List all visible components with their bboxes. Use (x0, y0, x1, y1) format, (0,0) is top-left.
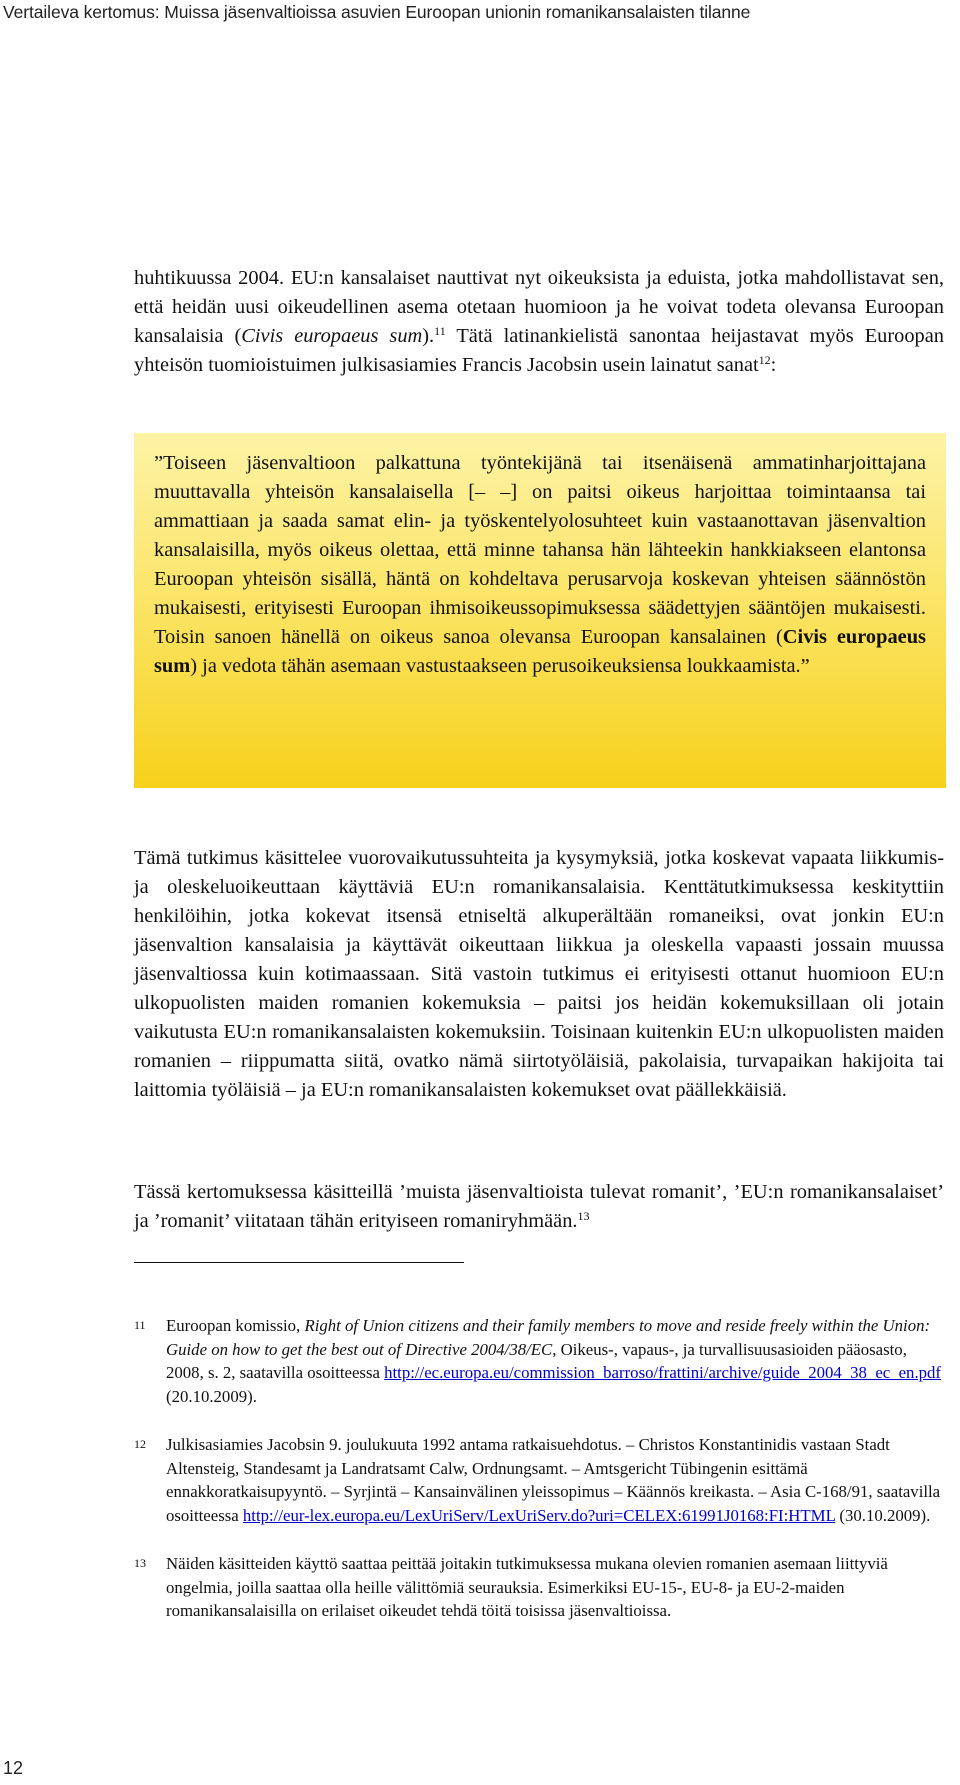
para3-text: Tässä kertomuksessa käsitteillä ’muista jäsenvaltioista tulevat romanit’, ’EU:n romanikansalaiset’ ja ’romanit’ viitataan tähän erityiseen romaniryhmään. (134, 1181, 944, 1232)
fn11-italic-title: Right of Union citizens and their family members to move and reside freely within the Union: Guide on how to get the best out of Directive 2004/38/EC (166, 1316, 931, 1359)
footnote-text: Näiden käsitteiden käyttö saattaa peittää joitakin tutkimuksessa mukana olevien romanien asemaan liittyviä ongelmia, joilla saattaa olla heille välittömiä seurauksia. Esimerkiksi EU-15-, EU-8- ja EU-2-maiden romanikansalaisilla on erilaiset oikeudet tehdä töitä toisissa jäsenvaltioissa. (166, 1554, 888, 1620)
footnote-ref-13[interactable]: 13 (577, 1209, 590, 1223)
body-paragraph-1 (134, 264, 944, 380)
para1-text-c: Tätä latinankielistä sanontaa heijastavat myös Euroopan yhteisön tuomioistuimen julkisasiamies Francis Jacobsin usein lainatut sanat (134, 325, 944, 376)
para1-text-b: ). (422, 325, 435, 347)
footnote-text (166, 1314, 944, 1408)
quote-text-b: ) ja vedota tähän asemaan vastustaakseen perusoikeuksiensa loukkaamista.” (190, 655, 810, 677)
fn11-text-c: (20.10.2009). (166, 1386, 257, 1406)
quote-box (134, 433, 946, 788)
footnote-11 (134, 1314, 944, 1408)
quote-bold-phrase: Civis europaeus sum (154, 626, 926, 677)
footnote-text (166, 1433, 944, 1527)
footnote-ref-12[interactable]: 12 (758, 353, 771, 367)
para1-text-a: huhtikuussa 2004. EU:n kansalaiset nauttivat nyt oikeuksista ja eduista, jotka mahdollistavat sen, että heidän uusi oikeudellinen asema otetaan huomioon ja he voivat todeta olevansa Euroopan kansalaisia ( (134, 267, 944, 347)
fn12-text-b: (30.10.2009). (835, 1505, 931, 1525)
footnote-number: 12 (134, 1437, 146, 1451)
para1-text-d: : (770, 354, 777, 376)
fn12-link[interactable]: http://eur-lex.europa.eu/LexUriServ/LexUriServ.do?uri=CELEX:61991J0168:FI:HTML (242, 1505, 836, 1525)
fn11-text-b: , Oikeus-, vapaus-, ja turvallisuusasioiden pääosasto, 2008, s. 2, saatavilla osoitteessa (166, 1339, 907, 1382)
fn11-text-a: Euroopan komissio, (166, 1316, 305, 1335)
running-header: Vertaileva kertomus: Muissa jäsenvaltioissa asuvien Euroopan unionin romanikansalaisten tilanne (3, 2, 751, 22)
fn11-link[interactable]: http://ec.europa.eu/commission_barroso/frattini/archive/guide_2004_38_ec_en.pdf (384, 1363, 942, 1382)
page-number: 12 (3, 1758, 24, 1778)
footnote-number: 13 (134, 1556, 146, 1570)
footnote-separator (134, 1262, 464, 1263)
footnote-ref-11[interactable]: 11 (434, 324, 446, 338)
footnote-number: 11 (134, 1318, 146, 1332)
quote-text-a: ”Toiseen jäsenvaltioon palkattuna työntekijänä tai itsenäisenä ammatinharjoittajana muuttavalla yhteisön kansalaisella [– –] on paitsi oikeus harjoittaa toimintaansa tai ammattiaan ja saada samat elin- ja työskentelyolosuhteet kuin vastaanottavan jäsenvaltion kansalaisilla, myös oikeus olettaa, että minne tahansa hän lähteekin hankkiakseen elantonsa Euroopan yhteisön sisällä, häntä on kohdeltava perusarvoja koskevan yhteisen säännöstön mukaisesti, erityisesti Euroopan ihmisoikeussopimuksessa säädettyjen sääntöjen mukaisesti. Toisin sanoen hänellä on oikeus sanoa olevansa Euroopan kansalainen ( (154, 452, 926, 648)
para1-italic-phrase: Civis europaeus sum (241, 325, 423, 347)
body-paragraph-3 (134, 1178, 944, 1236)
fn12-text-a: Julkisasiamies Jacobsin 9. joulukuuta 1992 antama ratkaisuehdotus. – Christos Konstantinidis vastaan Stadt Altensteig, Standesamt ja Landratsamt Calw, Ordnungsamt. – Amtsgericht Tübingenin esittämä ennakkoratkaisupyyntö. – Syrjintä – Kansainvälinen yleissopimus – Käännös kreikasta. – Asia C-168/91, saatavilla osoitteessa (166, 1435, 941, 1525)
body-paragraph-2: Tämä tutkimus käsittelee vuorovaikutussuhteita ja kysymyksiä, jotka koskevat vapaata liikkumis- ja oleskeluoikeuttaan käyttäviä EU:n romanikansalaisia. Kenttätutkimuksessa keskityttiin henkilöihin, jotka kokevat itsensä etniseltä alkuperältään romaneiksi, ovat jonkin EU:n jäsenvaltion kansalaisia ja käyttävät oikeuttaan liikkua ja oleskella vapaasti jossain muussa jäsenvaltiossa kuin kotimaassaan. Sitä vastoin tutkimus ei erityisesti ottanut huomioon EU:n ulkopuolisten maiden romanien kokemuksia – paitsi jos heidän kokemuksillaan oli jotain vaikutusta EU:n romanikansalaisten kokemuksiin. Toisinaan kuitenkin EU:n ulkopuolisten maiden romanien – riippumatta siitä, ovatko nämä siirtotyöläisiä, pakolaisia, turvapaikan hakijoita tai laittomia työläisiä – ja EU:n romanikansalaisten kokemukset ovat päällekkäisiä. (134, 847, 944, 1101)
footnote-13 (134, 1552, 944, 1623)
footnote-12 (134, 1433, 944, 1527)
quote-text (154, 449, 926, 681)
